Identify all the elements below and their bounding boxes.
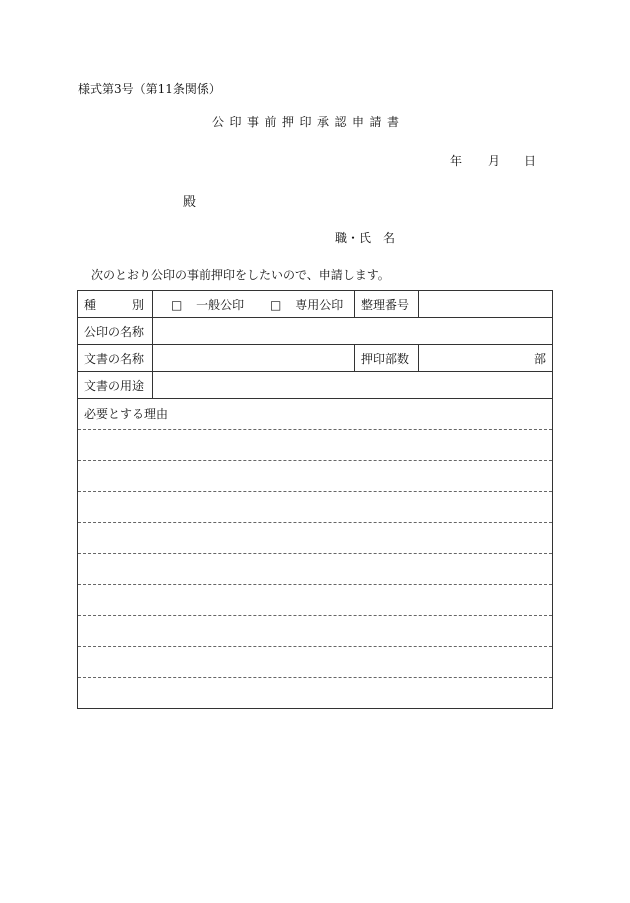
form-number: 様式第3号（第11条関係） — [78, 82, 221, 96]
seal-name-field[interactable] — [153, 318, 553, 345]
reason-line[interactable] — [78, 646, 552, 677]
type-label-2: 別 — [131, 297, 144, 312]
general-seal-checkbox[interactable]: □ — [171, 297, 183, 312]
type-label-1: 種 — [84, 297, 97, 312]
document-use-field[interactable] — [153, 372, 553, 399]
document-name-field[interactable] — [153, 345, 355, 372]
type-options-cell — [153, 291, 355, 318]
document-use-label: 文書の用途 — [78, 372, 153, 399]
ref-number-label: 整理番号 — [355, 291, 419, 318]
addressee-suffix: 殿 — [183, 195, 197, 210]
reason-line[interactable] — [78, 460, 552, 491]
date-month-label: 月 — [488, 154, 501, 168]
reason-label: 必要とする理由 — [84, 407, 169, 421]
stamp-count-label: 押印部数 — [355, 345, 419, 372]
special-seal-label: 専用公印 — [295, 297, 344, 312]
row-reason — [78, 399, 553, 709]
reason-line[interactable] — [78, 491, 552, 522]
reason-cell[interactable] — [78, 399, 553, 709]
reason-line[interactable] — [78, 677, 552, 708]
stamp-count-field[interactable] — [419, 345, 553, 372]
row-seal-name — [78, 318, 553, 345]
reason-line[interactable] — [78, 429, 552, 460]
reason-line[interactable] — [78, 553, 552, 584]
reason-line[interactable] — [78, 615, 552, 646]
date-year-label: 年 — [450, 154, 463, 168]
type-label-cell — [78, 291, 153, 318]
intro-text: 次のとおり公印の事前押印をしたいので、申請します。 — [91, 268, 390, 282]
date-line — [450, 152, 536, 169]
document-name-label: 文書の名称 — [78, 345, 153, 372]
row-document-name — [78, 345, 553, 372]
applicant-label: 職・氏 名 — [335, 231, 396, 245]
document-title: 公印事前押印承認申請書 — [212, 115, 405, 129]
ref-number-field[interactable] — [419, 291, 553, 318]
special-seal-checkbox[interactable]: □ — [270, 297, 282, 312]
stamp-count-unit: 部 — [533, 351, 546, 366]
reason-line[interactable] — [78, 522, 552, 553]
reason-line[interactable] — [78, 584, 552, 615]
row-document-use — [78, 372, 553, 399]
seal-name-label: 公印の名称 — [78, 318, 153, 345]
row-type — [78, 291, 553, 318]
application-form-table — [77, 290, 553, 709]
date-day-label: 日 — [524, 154, 537, 168]
general-seal-label: 一般公印 — [196, 297, 245, 312]
